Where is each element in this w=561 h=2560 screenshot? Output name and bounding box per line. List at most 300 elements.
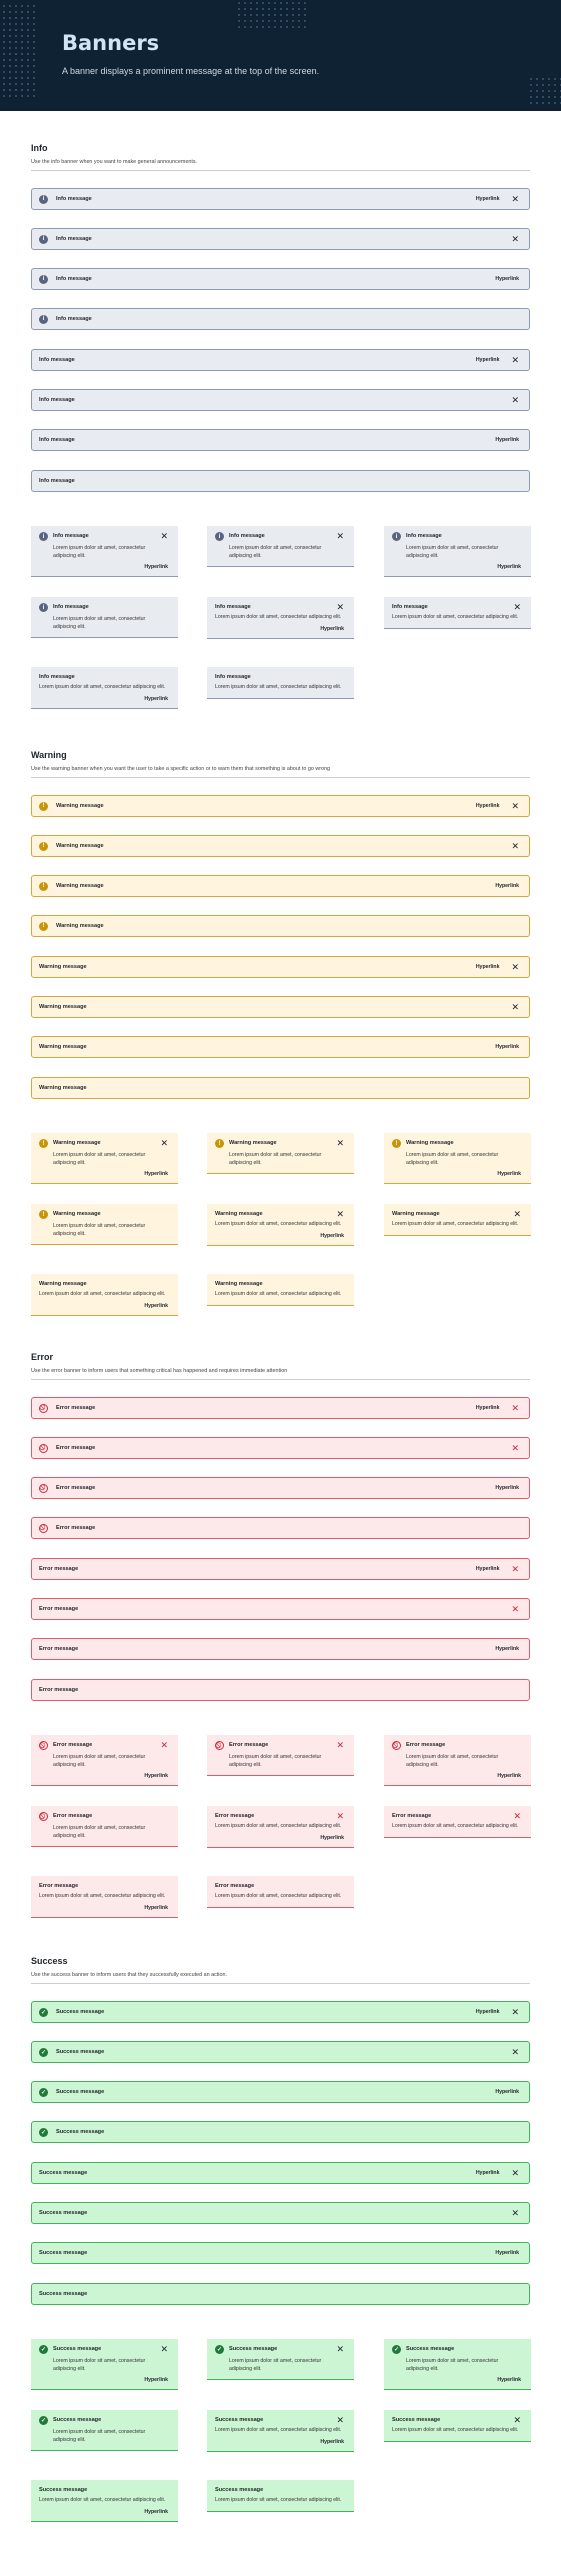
card-body-text: Lorem ipsum dolor sit amet, consectetur adipiscing elit. (53, 2429, 146, 2443)
success-banner (31, 2242, 530, 2264)
card-header (215, 674, 344, 680)
info-banner (31, 268, 530, 290)
info-card-banner (31, 526, 178, 577)
close-icon[interactable]: ✕ (336, 1740, 344, 1750)
success-card-title: Success message (53, 2346, 102, 2352)
hyperlink[interactable]: Hyperlink (497, 1171, 521, 1178)
warning-circle-icon: ! (39, 842, 48, 851)
card-header (215, 533, 344, 541)
success-check-icon: ✓ (40, 2347, 47, 2353)
info-banner-message: Info message (39, 397, 75, 403)
info-banner (31, 228, 530, 250)
hyperlink[interactable]: Hyperlink (495, 2089, 519, 2095)
info-card-title: Info message (215, 604, 251, 610)
warning-banner-message: Warning message (39, 964, 87, 970)
success-section (31, 1956, 530, 2556)
success-banner (31, 2283, 530, 2305)
card-body-text: Lorem ipsum dolor sit amet, consectetur adipiscing elit. (229, 2358, 322, 2372)
close-icon[interactable]: ✕ (511, 2167, 519, 2178)
success-check-icon: ✓ (40, 2129, 47, 2136)
hyperlink[interactable]: Hyperlink (320, 1232, 344, 1239)
error-card-title: Error message (53, 1742, 93, 1748)
info-card-title: Info message (53, 533, 89, 539)
section-divider (31, 1379, 530, 1380)
warning-card-title: Warning message (392, 1211, 440, 1217)
card-body-text: Lorem ipsum dolor sit amet, consectetur adipiscing elit. (229, 1754, 322, 1768)
info-card-banner (384, 526, 531, 577)
hyperlink[interactable]: Hyperlink (475, 2170, 500, 2176)
error-card-title: Error message (53, 1813, 93, 1819)
info-banner (31, 389, 530, 411)
card-body-text: Lorem ipsum dolor sit amet, consectetur adipiscing elit. (39, 684, 166, 690)
warning-card-title: Warning message (406, 1140, 454, 1146)
hyperlink[interactable]: Hyperlink (144, 1171, 168, 1178)
card-header (392, 533, 521, 541)
page-header (0, 0, 561, 111)
card-header (39, 2417, 168, 2425)
info-banner-message: Info message (39, 478, 75, 484)
error-banner (31, 1558, 530, 1580)
hyperlink[interactable]: Hyperlink (144, 564, 168, 571)
warning-circle-icon: ! (39, 802, 48, 811)
error-card-banner (31, 1806, 178, 1847)
error-prohibited-icon (39, 1741, 48, 1750)
warning-card-banner (384, 1204, 531, 1236)
error-banner (31, 1517, 530, 1539)
card-body-text: Lorem ipsum dolor sit amet, consectetur adipiscing elit. (215, 1893, 342, 1899)
warning-banner (31, 1077, 530, 1099)
success-banner-message: Success message (39, 2291, 88, 2297)
close-icon[interactable]: ✕ (511, 1563, 519, 1574)
info-section (31, 143, 530, 743)
hyperlink[interactable]: Hyperlink (495, 1044, 519, 1050)
card-header (39, 1742, 168, 1750)
hyperlink[interactable]: Hyperlink (320, 2438, 344, 2445)
error-prohibited-icon (39, 1404, 48, 1413)
card-header (215, 1742, 344, 1750)
close-icon[interactable]: ✕ (511, 394, 519, 405)
warning-banner (31, 956, 530, 978)
success-banner-message: Success message (56, 2129, 105, 2135)
warning-card-title: Warning message (39, 1281, 87, 1287)
warning-banner (31, 875, 530, 897)
card-body-text: Lorem ipsum dolor sit amet, consectetur adipiscing elit. (53, 1152, 146, 1166)
success-card-banner (31, 2410, 178, 2451)
card-header (39, 674, 168, 680)
hyperlink[interactable]: Hyperlink (144, 2377, 168, 2384)
warning-section (31, 750, 530, 1350)
card-header (39, 1281, 168, 1287)
warning-banner-message: Warning message (56, 803, 104, 809)
card-body-text: Lorem ipsum dolor sit amet, consectetur adipiscing elit. (53, 616, 146, 630)
warning-circle-icon: ! (39, 1210, 48, 1219)
success-banner (31, 2202, 530, 2224)
info-circle-icon: i (39, 275, 48, 284)
card-header (392, 2346, 521, 2354)
hyperlink[interactable]: Hyperlink (144, 695, 168, 702)
info-card-banner (207, 526, 354, 567)
hyperlink[interactable]: Hyperlink (495, 883, 519, 889)
hyperlink[interactable]: Hyperlink (144, 2508, 168, 2515)
error-card-banner (384, 1806, 531, 1838)
success-check-icon: ✓ (40, 2418, 47, 2424)
error-card-title: Error message (229, 1742, 269, 1748)
card-header (39, 533, 168, 541)
info-banner-message: Info message (56, 236, 92, 242)
success-card-banner (31, 2339, 178, 2390)
error-section-description: Use the error banner to inform users that something critical has happened and requires immediate attention (31, 1368, 288, 1374)
warning-banner-message: Warning message (56, 923, 104, 929)
warning-banner-message: Warning message (39, 1085, 87, 1091)
close-icon[interactable]: ✕ (511, 2046, 519, 2057)
hyperlink[interactable]: Hyperlink (497, 1773, 521, 1780)
info-card-title: Info message (392, 604, 428, 610)
error-banner-message: Error message (56, 1405, 96, 1411)
hyperlink[interactable]: Hyperlink (144, 1302, 168, 1309)
close-icon[interactable]: ✕ (511, 193, 519, 204)
error-card-banner (207, 1735, 354, 1776)
success-banner-message: Success message (56, 2009, 105, 2015)
error-banner (31, 1437, 530, 1459)
success-banner-message: Success message (56, 2049, 105, 2055)
success-section-description: Use the success banner to inform users that they successfully executed an action. (31, 1972, 227, 1978)
info-banner-message: Info message (39, 357, 75, 363)
info-banner (31, 188, 530, 210)
warning-card-title: Warning message (215, 1211, 263, 1217)
error-prohibited-icon (39, 1812, 48, 1821)
hyperlink[interactable]: Hyperlink (495, 437, 519, 443)
info-circle-icon: i (215, 532, 224, 541)
warning-card-banner (31, 1204, 178, 1245)
hyperlink[interactable]: Hyperlink (475, 964, 500, 970)
card-header (392, 604, 521, 610)
card-header (39, 1211, 168, 1219)
page-subtitle: A banner displays a prominent message at the top of the screen. (62, 66, 320, 76)
warning-banner-message: Warning message (56, 843, 104, 849)
error-banner (31, 1638, 530, 1660)
warning-card-banner (207, 1133, 354, 1174)
hyperlink[interactable]: Hyperlink (475, 803, 500, 809)
info-card-banner (207, 597, 354, 639)
info-circle-icon: i (39, 603, 48, 612)
warning-card-title: Warning message (53, 1211, 101, 1217)
card-body-text: Lorem ipsum dolor sit amet, consectetur adipiscing elit. (53, 2358, 146, 2372)
info-banner (31, 429, 530, 451)
hyperlink[interactable]: Hyperlink (320, 625, 344, 632)
card-header (39, 2487, 168, 2493)
card-header (215, 2417, 344, 2423)
card-header (215, 1883, 344, 1889)
card-body-text: Lorem ipsum dolor sit amet, consectetur adipiscing elit. (215, 684, 342, 690)
success-check-icon: ✓ (40, 2089, 47, 2096)
error-card-banner (31, 1735, 178, 1786)
close-icon[interactable]: ✕ (511, 840, 519, 851)
error-prohibited-icon (392, 1741, 401, 1750)
section-divider (31, 170, 530, 171)
close-icon[interactable]: ✕ (511, 1603, 519, 1614)
warning-card-banner (31, 1133, 178, 1184)
hyperlink[interactable]: Hyperlink (497, 564, 521, 571)
error-banner-message: Error message (56, 1485, 96, 1491)
card-header (392, 2417, 521, 2423)
info-card-title: Info message (229, 533, 265, 539)
card-header (39, 2346, 168, 2354)
hyperlink[interactable]: Hyperlink (475, 1566, 500, 1572)
card-header (215, 2346, 344, 2354)
card-body-text: Lorem ipsum dolor sit amet, consectetur adipiscing elit. (392, 1221, 519, 1228)
card-body-text: Lorem ipsum dolor sit amet, consectetur adipiscing elit. (39, 1291, 166, 1297)
info-banner (31, 349, 530, 371)
card-header (215, 1813, 344, 1819)
info-card-title: Info message (215, 674, 251, 680)
error-prohibited-icon (39, 1484, 48, 1493)
close-icon[interactable]: ✕ (336, 602, 344, 612)
info-card-title: Info message (39, 674, 75, 680)
card-header (215, 604, 344, 610)
warning-card-banner (384, 1133, 531, 1184)
info-card-title: Info message (53, 604, 89, 610)
close-icon[interactable]: ✕ (511, 1001, 519, 1012)
hyperlink[interactable]: Hyperlink (144, 1773, 168, 1780)
close-icon[interactable]: ✕ (336, 2415, 344, 2425)
error-banner-message: Error message (39, 1646, 79, 1652)
info-circle-icon: i (392, 532, 401, 541)
close-icon[interactable]: ✕ (513, 1811, 521, 1821)
success-banner (31, 2081, 530, 2103)
card-body-text: Lorem ipsum dolor sit amet, consectetur adipiscing elit. (406, 2358, 499, 2372)
success-card-banner (207, 2339, 354, 2380)
close-icon[interactable]: ✕ (336, 1209, 344, 1219)
success-card-title: Success message (229, 2346, 278, 2352)
card-header (215, 1211, 344, 1217)
success-card-banner (31, 2480, 178, 2522)
success-banner (31, 2162, 530, 2184)
success-card-title: Success message (392, 2417, 441, 2423)
close-icon[interactable]: ✕ (513, 2415, 521, 2425)
card-header (39, 1140, 168, 1148)
info-card-banner (207, 667, 354, 699)
card-body-text: Lorem ipsum dolor sit amet, consectetur adipiscing elit. (229, 1152, 322, 1166)
success-card-title: Success message (215, 2417, 264, 2423)
success-check-icon: ✓ (40, 2049, 47, 2056)
info-circle-icon: i (39, 195, 48, 204)
error-banner-message: Error message (39, 1566, 79, 1572)
success-check-icon: ✓ (216, 2347, 223, 2353)
info-section-description: Use the info banner when you want to make general announcements. (31, 159, 198, 165)
error-card-banner (384, 1735, 531, 1786)
info-circle-icon: i (39, 532, 48, 541)
warning-circle-icon: ! (215, 1139, 224, 1148)
hyperlink[interactable]: Hyperlink (495, 2250, 519, 2256)
card-body-text: Lorem ipsum dolor sit amet, consectetur adipiscing elit. (39, 2497, 166, 2503)
card-header (392, 1742, 521, 1750)
card-body-text: Lorem ipsum dolor sit amet, consectetur adipiscing elit. (215, 2497, 342, 2503)
hyperlink[interactable]: Hyperlink (495, 1646, 519, 1652)
card-body-text: Lorem ipsum dolor sit amet, consectetur adipiscing elit. (215, 2427, 342, 2434)
close-icon[interactable]: ✕ (511, 961, 519, 972)
card-header (392, 1813, 521, 1819)
success-card-title: Success message (53, 2417, 102, 2423)
warning-card-title: Warning message (229, 1140, 277, 1146)
card-body-text: Lorem ipsum dolor sit amet, consectetur adipiscing elit. (215, 1221, 342, 1228)
warning-card-banner (207, 1204, 354, 1246)
error-section-title: Error (31, 1352, 54, 1362)
hyperlink[interactable]: Hyperlink (320, 1834, 344, 1841)
success-banner-message: Success message (39, 2170, 88, 2176)
error-banner (31, 1679, 530, 1701)
card-body-text: Lorem ipsum dolor sit amet, consectetur adipiscing elit. (392, 1823, 519, 1830)
card-header (215, 1140, 344, 1148)
hyperlink[interactable]: Hyperlink (495, 276, 519, 282)
hyperlink[interactable]: Hyperlink (144, 1904, 168, 1911)
success-banner-message: Success message (56, 2089, 105, 2095)
warning-banner (31, 996, 530, 1018)
success-card-banner (207, 2480, 354, 2512)
card-header (39, 604, 168, 612)
warning-card-title: Warning message (53, 1140, 101, 1146)
close-icon[interactable]: ✕ (336, 531, 344, 541)
warning-banner-message: Warning message (56, 883, 104, 889)
card-body-text: Lorem ipsum dolor sit amet, consectetur adipiscing elit. (39, 1893, 166, 1899)
close-icon[interactable]: ✕ (511, 2006, 519, 2017)
success-banner-message: Success message (39, 2250, 88, 2256)
error-card-title: Error message (406, 1742, 446, 1748)
close-icon[interactable]: ✕ (160, 1138, 168, 1148)
card-body-text: Lorem ipsum dolor sit amet, consectetur adipiscing elit. (215, 614, 342, 621)
warning-circle-icon: ! (39, 1139, 48, 1148)
error-banner (31, 1598, 530, 1620)
warning-card-banner (31, 1274, 178, 1316)
success-card-banner (384, 2339, 531, 2390)
info-banner-message: Info message (56, 196, 92, 202)
close-icon[interactable]: ✕ (336, 2344, 344, 2354)
error-card-title: Error message (215, 1883, 255, 1889)
error-card-title: Error message (392, 1813, 432, 1819)
hyperlink[interactable]: Hyperlink (475, 2009, 500, 2015)
close-icon[interactable]: ✕ (511, 2207, 519, 2218)
page-title: Banners (62, 31, 160, 55)
warning-circle-icon: ! (39, 882, 48, 891)
warning-banner-message: Warning message (39, 1004, 87, 1010)
error-card-title: Error message (215, 1813, 255, 1819)
close-icon[interactable]: ✕ (511, 233, 519, 244)
close-icon[interactable]: ✕ (511, 800, 519, 811)
card-header (392, 1140, 521, 1148)
card-body-text: Lorem ipsum dolor sit amet, consectetur adipiscing elit. (229, 545, 322, 559)
error-prohibited-icon (39, 1444, 48, 1453)
card-body-text: Lorem ipsum dolor sit amet, consectetur adipiscing elit. (53, 1754, 146, 1768)
close-icon[interactable]: ✕ (336, 1811, 344, 1821)
info-circle-icon: i (39, 235, 48, 244)
error-card-banner (31, 1876, 178, 1918)
info-card-banner (31, 667, 178, 709)
card-body-text: Lorem ipsum dolor sit amet, consectetur adipiscing elit. (53, 1223, 146, 1237)
error-banner (31, 1477, 530, 1499)
warning-card-banner (207, 1274, 354, 1306)
close-icon[interactable]: ✕ (513, 602, 521, 612)
section-divider (31, 1983, 530, 1984)
success-banner (31, 2001, 530, 2023)
hyperlink[interactable]: Hyperlink (497, 2377, 521, 2384)
info-card-title: Info message (406, 533, 442, 539)
error-card-banner (207, 1806, 354, 1848)
error-banner (31, 1397, 530, 1419)
warning-card-title: Warning message (215, 1281, 263, 1287)
error-section (31, 1352, 530, 1952)
success-card-banner (207, 2410, 354, 2452)
success-banner-message: Success message (39, 2210, 88, 2216)
error-banner-message: Error message (39, 1606, 79, 1612)
card-header (39, 1883, 168, 1889)
hyperlink[interactable]: Hyperlink (475, 357, 500, 363)
info-card-banner (384, 597, 531, 629)
card-body-text: Lorem ipsum dolor sit amet, consectetur adipiscing elit. (215, 1823, 342, 1830)
info-section-title: Info (31, 143, 48, 153)
success-section-title: Success (31, 1956, 68, 1966)
success-card-title: Success message (215, 2487, 264, 2493)
card-body-text: Lorem ipsum dolor sit amet, consectetur adipiscing elit. (406, 1754, 499, 1768)
card-body-text: Lorem ipsum dolor sit amet, consectetur adipiscing elit. (392, 2427, 519, 2434)
info-card-banner (31, 597, 178, 638)
success-card-banner (384, 2410, 531, 2442)
info-banner (31, 470, 530, 492)
warning-section-description: Use the warning banner when you want the user to take a specific action or to warn them that something is about to go wrong (31, 766, 331, 772)
info-banner-message: Info message (39, 437, 75, 443)
close-icon[interactable]: ✕ (511, 1402, 519, 1413)
card-header (39, 1813, 168, 1821)
card-header (215, 1281, 344, 1287)
info-banner-message: Info message (56, 276, 92, 282)
warning-section-title: Warning (31, 750, 67, 760)
warning-banner (31, 915, 530, 937)
close-icon[interactable]: ✕ (511, 1442, 519, 1453)
error-card-banner (207, 1876, 354, 1908)
card-body-text: Lorem ipsum dolor sit amet, consectetur adipiscing elit. (53, 545, 146, 559)
info-banner-message: Info message (56, 316, 92, 322)
hyperlink[interactable]: Hyperlink (475, 1405, 500, 1411)
close-icon[interactable]: ✕ (513, 1209, 521, 1219)
error-banner-message: Error message (56, 1445, 96, 1451)
close-icon[interactable]: ✕ (160, 1740, 168, 1750)
close-icon[interactable]: ✕ (336, 1138, 344, 1148)
success-card-title: Success message (406, 2346, 455, 2352)
error-banner-message: Error message (39, 1687, 79, 1693)
error-prohibited-icon (39, 1524, 48, 1533)
close-icon[interactable]: ✕ (160, 2344, 168, 2354)
success-banner (31, 2121, 530, 2143)
error-banner-message: Error message (56, 1525, 96, 1531)
card-body-text: Lorem ipsum dolor sit amet, consectetur adipiscing elit. (392, 614, 519, 621)
info-banner (31, 308, 530, 330)
warning-banner-message: Warning message (39, 1044, 87, 1050)
warning-banner (31, 835, 530, 857)
warning-circle-icon: ! (392, 1139, 401, 1148)
error-prohibited-icon (215, 1741, 224, 1750)
close-icon[interactable]: ✕ (160, 531, 168, 541)
warning-banner (31, 795, 530, 817)
section-divider (31, 777, 530, 778)
info-circle-icon: i (39, 315, 48, 324)
card-header (392, 1211, 521, 1217)
hyperlink[interactable]: Hyperlink (475, 196, 500, 202)
success-check-icon: ✓ (40, 2009, 47, 2016)
close-icon[interactable]: ✕ (511, 354, 519, 365)
card-body-text: Lorem ipsum dolor sit amet, consectetur adipiscing elit. (53, 1825, 146, 1839)
warning-banner (31, 1036, 530, 1058)
hyperlink[interactable]: Hyperlink (495, 1485, 519, 1491)
card-body-text: Lorem ipsum dolor sit amet, consectetur adipiscing elit. (215, 1291, 342, 1297)
error-card-title: Error message (39, 1883, 79, 1889)
